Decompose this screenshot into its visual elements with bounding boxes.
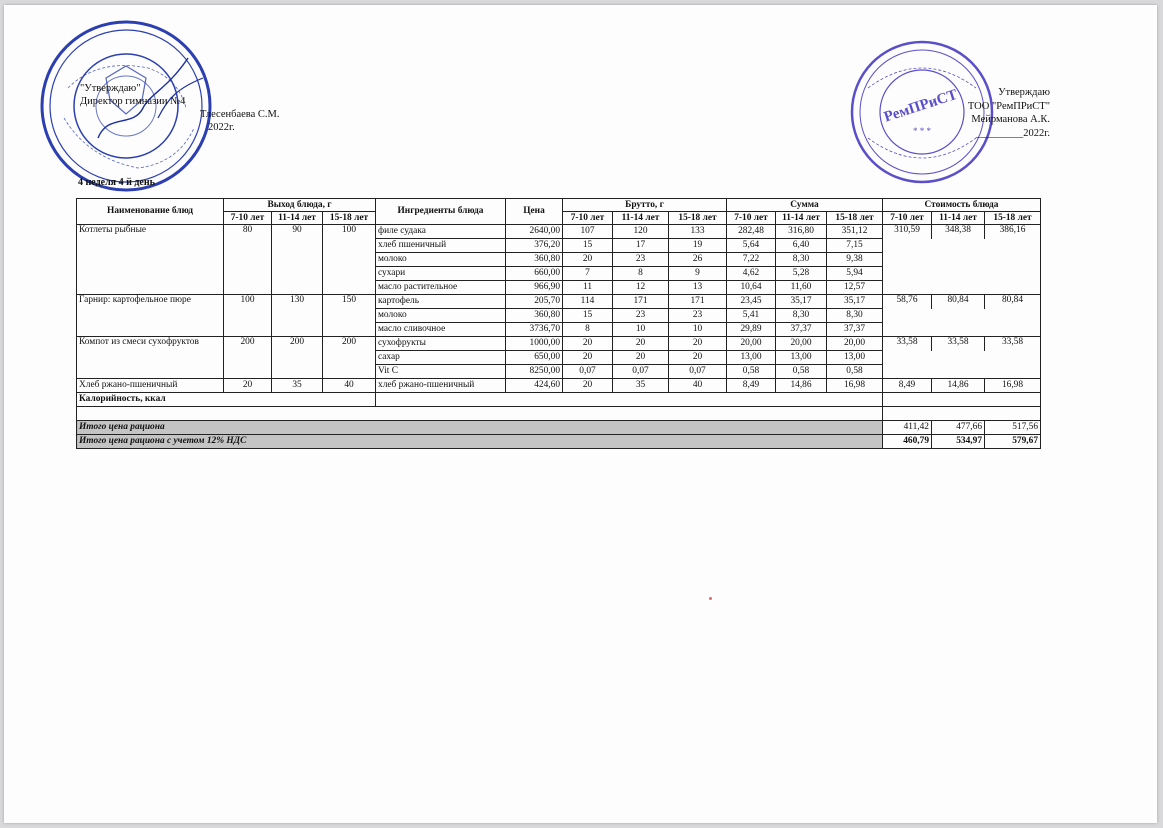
header-age: 11-14 лет [272,212,323,225]
price-cell: 1000,00 [506,337,563,351]
ingredient: хлеб пшеничный [376,239,506,253]
price-cell: 424,60 [506,379,563,393]
sum-cell: 7,22 [727,253,776,267]
yield-cell: 80 [224,225,272,295]
spacer-row [77,407,1041,421]
cost-cell: 80,84 [932,295,985,309]
svg-text:* * *: * * * [913,126,931,136]
sum-cell: 316,80 [776,225,827,239]
header-age: 15-18 лет [669,212,727,225]
yield-cell: 200 [323,337,376,379]
header-cost: Стоимость блюда [883,199,1041,212]
yield-cell: 130 [272,295,323,337]
brutto-cell: 114 [563,295,613,309]
sum-cell: 5,94 [827,267,883,281]
price-cell: 660,00 [506,267,563,281]
sum-cell: 23,45 [727,295,776,309]
table-row [77,295,1041,309]
brutto-cell: 10 [613,323,669,337]
total-vat-value: 534,97 [932,435,985,449]
price-cell: 376,20 [506,239,563,253]
sum-cell: 20,00 [776,337,827,351]
sum-cell: 13,00 [827,351,883,365]
sum-cell: 351,12 [827,225,883,239]
sum-cell: 0,58 [827,365,883,379]
total-vat-value: 460,79 [883,435,932,449]
sum-cell: 37,37 [827,323,883,337]
yield-cell: 20 [224,379,272,393]
approval-title: Утверждаю [998,87,1050,98]
sum-cell: 20,00 [727,337,776,351]
approval-year: 2022г. [208,122,235,133]
dish-name: Компот из смеси сухофруктов [77,337,224,379]
spacer-cell [77,407,883,421]
sum-cell: 12,57 [827,281,883,295]
ingredient: сахар [376,351,506,365]
brutto-cell: 19 [669,239,727,253]
menu-table [76,198,1041,449]
brutto-cell: 15 [563,239,613,253]
brutto-cell: 0,07 [563,365,613,379]
sum-cell: 0,58 [727,365,776,379]
approval-name: Мейрманова А.К. [971,114,1050,125]
approval-block-left [80,82,280,134]
header-yield: Выход блюда, г [224,199,376,212]
sum-cell: 8,30 [776,309,827,323]
header-dish: Наименование блюд [77,199,224,225]
sum-cell: 13,00 [776,351,827,365]
header-price: Цена [506,199,563,225]
brutto-cell: 12 [613,281,669,295]
header-age: 11-14 лет [932,212,985,225]
yield-cell: 35 [272,379,323,393]
cost-cell: 16,98 [985,379,1041,393]
sum-cell: 20,00 [827,337,883,351]
cost-cell: 386,16 [985,225,1041,239]
table-row [77,337,1041,351]
header-age: 7-10 лет [883,212,932,225]
ingredient: молоко [376,309,506,323]
ingredient: сухофрукты [376,337,506,351]
approval-block-right [960,86,1050,140]
header-age: 11-14 лет [776,212,827,225]
yield-cell: 200 [224,337,272,379]
yield-cell: 90 [272,225,323,295]
ingredient: хлеб ржано-пшеничный [376,379,506,393]
price-cell: 2640,00 [506,225,563,239]
brutto-cell: 9 [669,267,727,281]
sum-cell: 8,30 [827,309,883,323]
sum-cell: 7,15 [827,239,883,253]
yield-cell: 40 [323,379,376,393]
cost-cell: 33,58 [932,337,985,351]
brutto-cell: 7 [563,267,613,281]
cost-cell: 80,84 [985,295,1041,309]
sum-cell: 35,17 [827,295,883,309]
sum-cell: 5,41 [727,309,776,323]
dish-name: Котлеты рыбные [77,225,224,295]
ingredient: сухари [376,267,506,281]
brutto-cell: 40 [669,379,727,393]
calories-label: Калорийность, ккал [77,393,376,407]
total-vat-row [77,435,1041,449]
cost-cell: 14,86 [932,379,985,393]
table-row [77,379,1041,393]
approval-position: Директор гимназии №4 [80,96,186,107]
brutto-cell: 20 [563,337,613,351]
yield-cell: 100 [224,295,272,337]
cost-cell: 58,76 [883,295,932,309]
brutto-cell: 133 [669,225,727,239]
week-day-label: 4 неделя 4 й день [78,177,155,188]
brutto-cell: 10 [669,323,727,337]
brutto-cell: 20 [613,337,669,351]
brutto-cell: 23 [613,253,669,267]
header-age: 7-10 лет [224,212,272,225]
table-row [77,225,1041,239]
ink-dot [709,597,712,600]
header-age: 7-10 лет [563,212,613,225]
brutto-cell: 20 [563,253,613,267]
calories-empty [883,393,1041,407]
price-cell: 3736,70 [506,323,563,337]
sum-cell: 13,00 [727,351,776,365]
brutto-cell: 8 [613,267,669,281]
ingredient: масло сливочное [376,323,506,337]
cost-cell: 33,58 [985,337,1041,351]
header-ingredients: Ингредиенты блюда [376,199,506,225]
dish-name: Гарнир: картофельное пюре [77,295,224,337]
price-cell: 360,80 [506,309,563,323]
ingredient: молоко [376,253,506,267]
total-value: 517,56 [985,421,1041,435]
brutto-cell: 20 [563,351,613,365]
approval-title: "Утверждаю" [80,83,141,94]
brutto-cell: 17 [613,239,669,253]
brutto-cell: 20 [669,337,727,351]
price-cell: 966,90 [506,281,563,295]
stamp-text: РемПРиСТ [882,86,960,126]
yield-cell: 200 [272,337,323,379]
header-sum: Сумма [727,199,883,212]
approval-name: Тлесенбаева С.М. [200,109,280,120]
cost-cell: 33,58 [883,337,932,351]
price-cell: 205,70 [506,295,563,309]
header-age: 7-10 лет [727,212,776,225]
sum-cell: 10,64 [727,281,776,295]
yield-cell: 150 [323,295,376,337]
total-value: 477,66 [932,421,985,435]
cost-cell: 348,38 [932,225,985,239]
brutto-cell: 13 [669,281,727,295]
brutto-cell: 11 [563,281,613,295]
total-value: 411,42 [883,421,932,435]
cost-merged-cell [883,351,1041,379]
brutto-cell: 20 [613,351,669,365]
brutto-cell: 171 [613,295,669,309]
sum-cell: 35,17 [776,295,827,309]
dish-name: Хлеб ржано-пшеничный [77,379,224,393]
price-cell: 360,80 [506,253,563,267]
cost-merged-cell [883,309,1041,337]
brutto-cell: 8 [563,323,613,337]
sum-cell: 11,60 [776,281,827,295]
price-cell: 8250,00 [506,365,563,379]
approval-org: ТОО "РемПРиСТ" [967,100,1050,112]
header-age: 15-18 лет [323,212,376,225]
total-label: Итого цена рациона [77,421,883,435]
header-age: 15-18 лет [985,212,1041,225]
sum-cell: 5,28 [776,267,827,281]
calories-row [77,393,1041,407]
calories-empty [376,393,883,407]
ingredient: Vit C [376,365,506,379]
brutto-cell: 26 [669,253,727,267]
brutto-cell: 15 [563,309,613,323]
sum-cell: 14,86 [776,379,827,393]
sum-cell: 29,89 [727,323,776,337]
sum-cell: 0,58 [776,365,827,379]
header-age: 11-14 лет [613,212,669,225]
cost-cell: 8,49 [883,379,932,393]
brutto-cell: 35 [613,379,669,393]
sum-cell: 37,37 [776,323,827,337]
approval-date: _________2022г. [976,127,1050,139]
sum-cell: 282,48 [727,225,776,239]
cost-merged-cell [883,239,1041,295]
brutto-cell: 120 [613,225,669,239]
header-age: 15-18 лет [827,212,883,225]
total-row [77,421,1041,435]
total-vat-label: Итого цена рациона с учетом 12% НДС [77,435,883,449]
cost-cell: 310,59 [883,225,932,239]
yield-cell: 100 [323,225,376,295]
brutto-cell: 23 [613,309,669,323]
sum-cell: 8,30 [776,253,827,267]
sum-cell: 8,49 [727,379,776,393]
header-brutto: Брутто, г [563,199,727,212]
sum-cell: 6,40 [776,239,827,253]
total-vat-value: 579,67 [985,435,1041,449]
spacer-cell [883,407,1041,421]
brutto-cell: 0,07 [613,365,669,379]
brutto-cell: 23 [669,309,727,323]
brutto-cell: 20 [669,351,727,365]
brutto-cell: 20 [563,379,613,393]
price-cell: 650,00 [506,351,563,365]
brutto-cell: 171 [669,295,727,309]
sum-cell: 4,62 [727,267,776,281]
ingredient: филе судака [376,225,506,239]
sum-cell: 9,38 [827,253,883,267]
sum-cell: 16,98 [827,379,883,393]
brutto-cell: 107 [563,225,613,239]
ingredient: картофель [376,295,506,309]
brutto-cell: 0,07 [669,365,727,379]
sum-cell: 5,64 [727,239,776,253]
ingredient: масло растительное [376,281,506,295]
